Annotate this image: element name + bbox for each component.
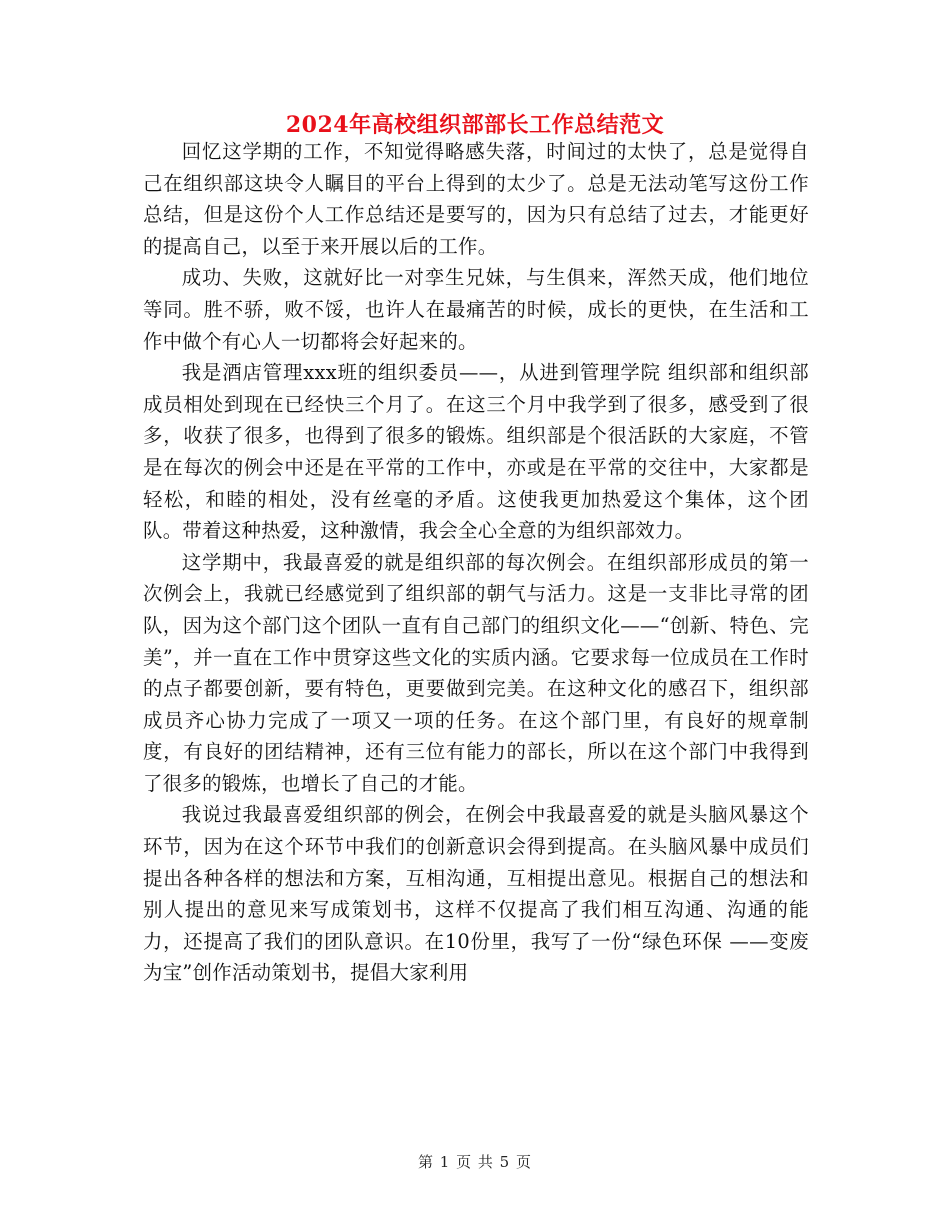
paragraph-1: 回忆这学期的工作，不知觉得略感失落，时间过的太快了，总是觉得自己在组织部这块令人瞩目的平台上得到的太少了。总是无法动笔写这份工作总结，但是这份个人工作总结还是要写的，因为只有总结了过去，才能更好的提高自己，以至于来开展以后的工作。 [143,140,809,258]
paragraph-3: 我是酒店管理xxx班的组织委员——，从进到管理学院 组织部和组织部成员相处到现在已经快三个月了。在这三个月中我学到了很多，感受到了很多，收获了很多，也得到了很多的锻炼。组织部是个很活跃的大家庭，不管是在每次的例会中还是在平常的工作中，亦或是在平常的交往中，大家都是轻松，和睦的相处，没有丝毫的矛盾。这使我更加热爱这个集体，这个团队。带着这种热爱，这种激情，我会全心全意的为组织部效力。 [143,361,809,543]
document-body [143,136,809,989]
paragraph-5: 我说过我最喜爱组织部的例会，在例会中我最喜爱的就是头脑风暴这个环节，因为在这个环节中我们的创新意识会得到提高。在头脑风暴中成员们提出各种各样的想法和方案，互相沟通，互相提出意见。根据自己的想法和别人提出的意见来写成策划书，这样不仅提高了我们相互沟通、沟通的能力，还提高了我们的团队意识。在10份里，我写了一份“绿色环保 ——变废为宝”创作活动策划书，提倡大家利用 [143,803,809,985]
paragraph-4: 这学期中，我最喜爱的就是组织部的每次例会。在组织部形成员的第一次例会上，我就已经感觉到了组织部的朝气与活力。这是一支非比寻常的团队，因为这个部门这个团队一直有自己部门的组织文化——“创新、特色、完美”，并一直在工作中贯穿这些文化的实质内涵。它要求每一位成员在工作时的点子都要创新，要有特色，更要做到完美。在这种文化的感召下，组织部成员齐心协力完成了一项又一项的任务。在这个部门里，有良好的规章制度，有良好的团结精神，还有三位有能力的部长，所以在这个部门中我得到了很多的锻炼，也增长了自己的才能。 [143,550,809,795]
document-title: 2024年高校组织部部长工作总结范文 [285,112,665,138]
page-footer: 第 1 页 共 5 页 [418,1153,532,1171]
paragraph-2: 成功、失败，这就好比一对孪生兄妹，与生俱来，浑然天成，他们地位等同。胜不骄，败不馁，也许人在最痛苦的时候，成长的更快，在生活和工作中做个有心人一切都将会好起来的。 [143,266,809,353]
